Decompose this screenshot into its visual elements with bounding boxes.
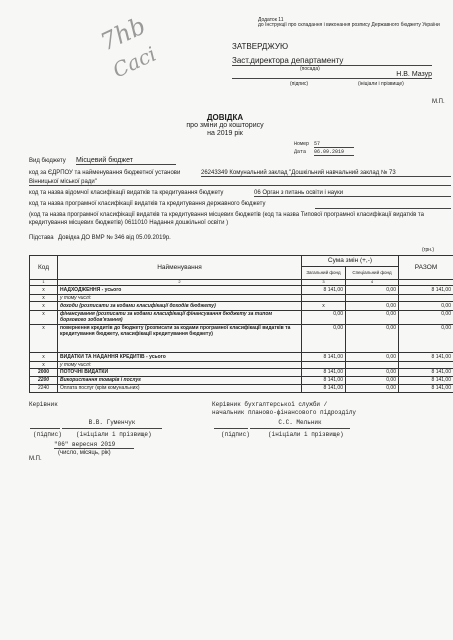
doc-number-label: Номер: [294, 141, 310, 147]
signature-seal: М.П.: [29, 456, 42, 462]
local-program-text: (код та назва програмної класифікації видатків та кредитування місцевих бюджетів (код та назва Типової програмної класифікації видатків та кредитування місцевих бюджетів): [29, 212, 424, 226]
approve-position-caption: (посада): [300, 66, 320, 72]
doc-year: на 2019 рік: [207, 130, 243, 137]
row-code: x: [30, 301, 58, 310]
row-general: 8 141,00: [302, 384, 346, 392]
row-special: 0,00: [346, 285, 399, 294]
row-code: x: [30, 361, 58, 368]
approve-title: ЗАТВЕРДЖУЮ: [232, 42, 289, 51]
row-general: [302, 294, 346, 301]
approve-name: Н.В. Мазур: [232, 71, 432, 79]
table-row: [30, 310, 453, 324]
head-name-caption: (ініціали і прізвище): [76, 431, 152, 438]
row-total: [399, 294, 453, 301]
row-name: Оплата послуг (крім комунальних): [58, 384, 302, 392]
table-row: [30, 285, 453, 294]
handwritten-note-a: 7hb: [96, 11, 150, 57]
row-general: 8 141,00: [302, 368, 346, 376]
head-name-line: [62, 428, 162, 429]
row-total: 8 141,00: [399, 352, 453, 361]
numbering-cell: 2: [58, 280, 302, 286]
row-code: x: [30, 352, 58, 361]
header-sum: Сума змін (+,-): [302, 256, 399, 267]
numbering-cell: 4: [346, 280, 399, 286]
header-special-fund: Спеціальний фонд: [346, 267, 399, 280]
local-program-label: [29, 212, 453, 228]
doc-date-label: Дата: [294, 149, 307, 155]
head-name: В.В. Гуменчук: [88, 419, 136, 426]
budget-type-label: Вид бюджету: [29, 158, 66, 164]
row-name: повернення кредитів до бюджету (розписати за кодами програмної класифікації видатків та кредитування бюджету, класифікації кредитування бюджету): [58, 324, 302, 352]
row-code: x: [30, 294, 58, 301]
doc-date: 06.09.2019: [314, 149, 354, 156]
row-special: [346, 294, 399, 301]
row-total: 0,00: [399, 324, 453, 352]
annex-line-1: Додаток 11: [258, 17, 284, 23]
row-code: 2200: [30, 376, 58, 384]
dept-label: код та назва відомчої класифікації видатків та кредитування бюджету: [29, 190, 224, 196]
basis-value: Довідка ДО ВМР № 346 від 05.09.2019р.: [58, 235, 171, 241]
row-general: x: [302, 301, 346, 310]
basis-label: Підстава: [29, 235, 54, 241]
head-sign-caption: (підпис): [33, 431, 62, 438]
accountant-name-caption: (ініціали і прізвище): [268, 431, 344, 438]
row-name: доходи (розписати за кодами класифікації доходів бюджету): [58, 301, 302, 310]
table-row: [30, 324, 453, 352]
signature-date-caption: (число, місяць, рік): [58, 450, 111, 456]
row-general: 8 141,00: [302, 285, 346, 294]
program-value-line: [315, 208, 451, 209]
row-special: 0,00: [346, 352, 399, 361]
row-name: фінансування (розписати за кодами класифікації фінансування бюджету за типом боргового зобов'язання): [58, 310, 302, 324]
row-general: [302, 361, 346, 368]
row-name: Використання товарів і послуг: [58, 376, 302, 384]
header-general-fund: Загальний фонд: [302, 267, 346, 280]
row-code: x: [30, 310, 58, 324]
accountant-sign-caption: (підпис): [221, 431, 250, 438]
table-row: [30, 384, 453, 392]
numbering-cell: 1: [30, 280, 58, 286]
row-general: 0,00: [302, 324, 346, 352]
row-general: 8 141,00: [302, 376, 346, 384]
table-row: [30, 361, 453, 368]
row-special: 0,00: [346, 310, 399, 324]
row-code: 2240: [30, 384, 58, 392]
changes-table: [29, 255, 453, 393]
accountant-label-1: Керівник бухгалтерської служби /: [212, 401, 328, 408]
accountant-name: С.С. Мельник: [278, 419, 322, 426]
head-signature-line: [30, 428, 60, 429]
row-general: 8 141,00: [302, 352, 346, 361]
row-code: x: [30, 285, 58, 294]
program-label: код та назва програмної класифікації видатків та кредитування державного бюджету: [29, 201, 266, 207]
header-total: РАЗОМ: [399, 256, 453, 280]
approve-signature-caption: (підпис): [290, 81, 309, 87]
signature-date: "06" вересня 2019: [54, 441, 134, 449]
row-total: 0,00: [399, 310, 453, 324]
local-program-value: 0611010 Надання дошкільної освіти ): [124, 219, 229, 226]
header-code: Код: [30, 256, 58, 280]
table-row: [30, 376, 453, 384]
row-total: 8 141,00: [399, 368, 453, 376]
row-name: ВИДАТКИ ТА НАДАННЯ КРЕДИТІВ - усього: [58, 352, 302, 361]
row-name: у тому числі:: [58, 294, 302, 301]
accountant-name-line: [250, 428, 350, 429]
row-special: 0,00: [346, 301, 399, 310]
row-total: 8 141,00: [399, 384, 453, 392]
row-total: 8 141,00: [399, 376, 453, 384]
dept-value: 06 Орган з питань освіти і науки: [254, 190, 451, 197]
approve-seal: М.П.: [432, 99, 445, 105]
doc-heading: ДОВІДКА: [206, 113, 244, 122]
currency-note: (грн.): [422, 247, 435, 253]
approve-position: Заст.директора департаменту: [232, 56, 432, 66]
row-special: 0,00: [346, 376, 399, 384]
approve-initials-caption: (ініціали і прізвище): [358, 81, 404, 87]
row-special: 0,00: [346, 324, 399, 352]
row-code: 2000: [30, 368, 58, 376]
numbering-cell: 3: [302, 280, 346, 286]
table-row: [30, 301, 453, 310]
edrpou-label: код за ЄДРПОУ та найменування бюджетної установи: [29, 170, 181, 176]
row-special: 0,00: [346, 368, 399, 376]
row-name: у тому числі:: [58, 361, 302, 368]
row-general: 0,00: [302, 310, 346, 324]
table-row: [30, 294, 453, 301]
edrpou-value-line-2: Вінницької міської ради": [29, 179, 451, 186]
header-name: Найменування: [58, 256, 302, 280]
row-special: 0,00: [346, 384, 399, 392]
table-row: [30, 368, 453, 376]
edrpou-value: 26243349 Комунальний заклад "Дошкільний навчальний заклад № 73: [201, 170, 451, 177]
row-total: 8 141,00: [399, 285, 453, 294]
row-total: [399, 361, 453, 368]
row-name: НАДХОДЖЕННЯ - усього: [58, 285, 302, 294]
handwritten-note-b: Сасі: [109, 41, 160, 83]
doc-subtitle: про зміни до кошторису: [186, 122, 264, 129]
annex-line-2: до Інструкції про складання і виконання розпису Державного бюджету України: [258, 22, 440, 28]
budget-type-value: Місцевий бюджет: [76, 157, 176, 165]
table-header-row-1: [30, 256, 453, 267]
table-row: [30, 352, 453, 361]
row-name: ПОТОЧНІ ВИДАТКИ: [58, 368, 302, 376]
head-label: Керівник: [29, 401, 58, 408]
row-special: [346, 361, 399, 368]
doc-number: 57: [314, 141, 354, 148]
accountant-signature-line: [214, 428, 248, 429]
row-code: x: [30, 324, 58, 352]
accountant-label-2: начальник планово-фінансового підрозділу: [212, 409, 357, 416]
row-total: 0,00: [399, 301, 453, 310]
